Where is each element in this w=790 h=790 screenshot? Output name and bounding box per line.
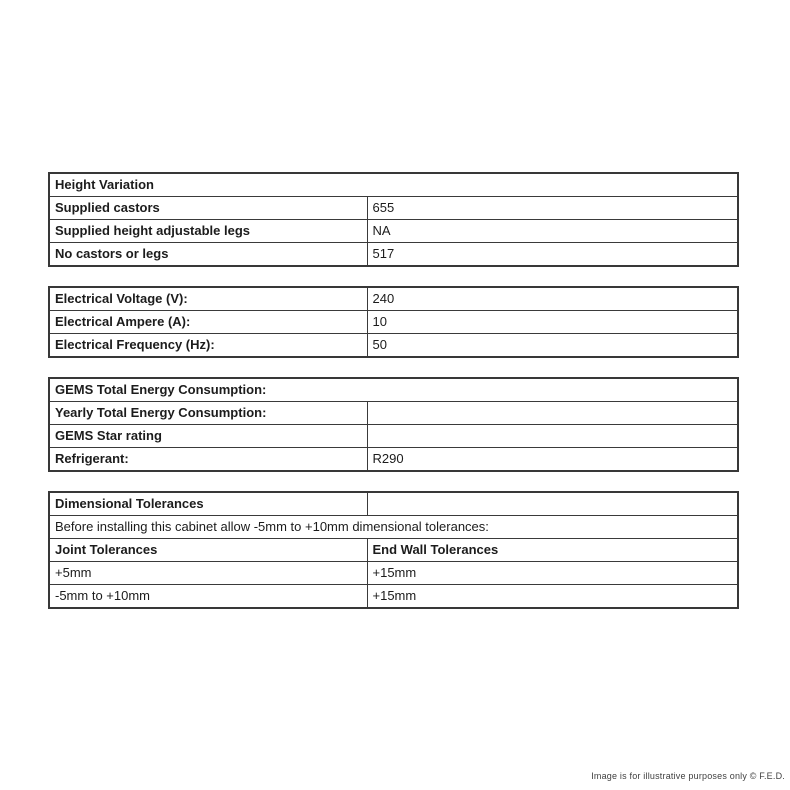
table-row	[49, 585, 738, 609]
table-row	[49, 425, 738, 448]
row-value: 655	[367, 197, 738, 220]
row-value-joint: +5mm	[49, 562, 367, 585]
row-value-end-wall: +15mm	[367, 562, 738, 585]
table-row	[49, 287, 738, 311]
tolerances-title: Dimensional Tolerances	[49, 492, 367, 516]
electrical-table	[48, 286, 739, 358]
row-label: Electrical Ampere (A):	[49, 311, 367, 334]
row-value: NA	[367, 220, 738, 243]
row-label: GEMS Star rating	[49, 425, 367, 448]
row-label: Supplied height adjustable legs	[49, 220, 367, 243]
row-value: R290	[367, 448, 738, 472]
row-label: No castors or legs	[49, 243, 367, 267]
table-row	[49, 334, 738, 358]
table-header-row	[49, 492, 738, 516]
energy-table	[48, 377, 739, 472]
row-value: 50	[367, 334, 738, 358]
table-row	[49, 402, 738, 425]
row-value	[367, 402, 738, 425]
table-row	[49, 220, 738, 243]
table-header-row	[49, 378, 738, 402]
row-value	[367, 425, 738, 448]
table-row	[49, 448, 738, 472]
row-value: 517	[367, 243, 738, 267]
table-column-header-row	[49, 539, 738, 562]
row-value: 10	[367, 311, 738, 334]
table-header-row	[49, 173, 738, 197]
empty-cell	[367, 492, 738, 516]
height-variation-title: Height Variation	[49, 173, 738, 197]
row-value-joint: -5mm to +10mm	[49, 585, 367, 609]
height-variation-table	[48, 172, 739, 267]
tolerances-table	[48, 491, 739, 609]
table-row	[49, 197, 738, 220]
row-label: Electrical Frequency (Hz):	[49, 334, 367, 358]
table-row	[49, 243, 738, 267]
row-label: Yearly Total Energy Consumption:	[49, 402, 367, 425]
row-value-end-wall: +15mm	[367, 585, 738, 609]
table-note-row	[49, 516, 738, 539]
column-header-joint: Joint Tolerances	[49, 539, 367, 562]
table-row	[49, 311, 738, 334]
table-row	[49, 562, 738, 585]
row-label: Refrigerant:	[49, 448, 367, 472]
row-value: 240	[367, 287, 738, 311]
tolerances-note: Before installing this cabinet allow -5mm to +10mm dimensional tolerances:	[49, 516, 738, 539]
energy-table-title: GEMS Total Energy Consumption:	[49, 378, 738, 402]
column-header-end-wall: End Wall Tolerances	[367, 539, 738, 562]
footer-disclaimer: Image is for illustrative purposes only © F.E.D.	[591, 771, 785, 781]
row-label: Electrical Voltage (V):	[49, 287, 367, 311]
row-label: Supplied castors	[49, 197, 367, 220]
